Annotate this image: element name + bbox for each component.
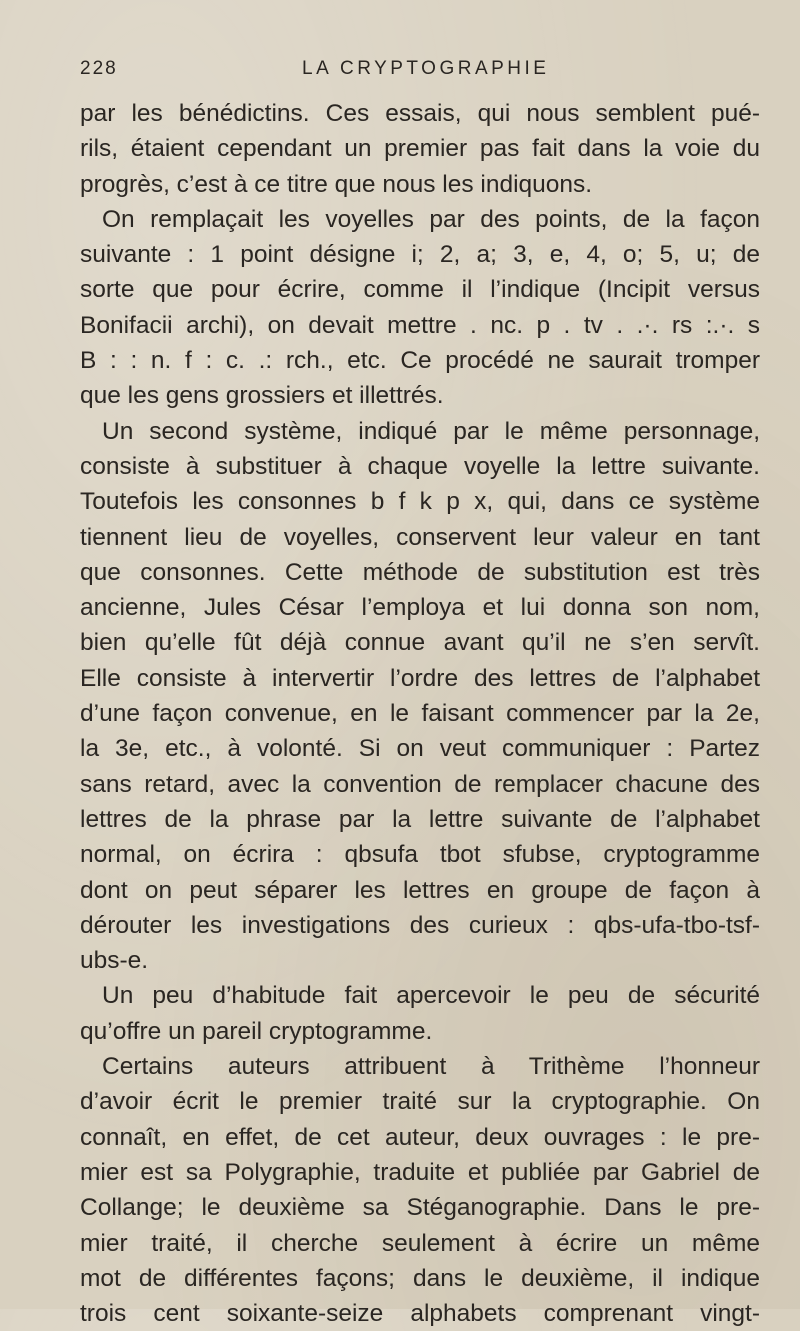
text-line: rils, étaient cependant un premier pas fait dans la voie du	[80, 135, 760, 163]
text-line: Un peu d’habitude fait apercevoir le peu de sécurité	[102, 982, 760, 1010]
text-line: qu’offre un pareil cryptogramme.	[80, 1017, 433, 1045]
text-line: par les bénédictins. Ces essais, qui nous semblent pué-	[80, 100, 760, 127]
text-line: suivante : 1 point désigne i; 2, a; 3, e, 4, o; 5, u; de	[80, 241, 760, 269]
text-line: B : : n. f : c. .: rch., etc. Ce procédé ne saurait tromper	[80, 347, 760, 375]
text-line: sorte que pour écrire, comme il l’indique (Incipit versus	[80, 276, 760, 304]
running-title: LA CRYPTOGRAPHIE	[302, 58, 550, 79]
text-line: trois cent soixante-seize alphabets comprenant vingt-	[80, 1300, 760, 1328]
text-line: Elle consiste à intervertir l’ordre des lettres de l’alphabet	[80, 664, 760, 692]
running-head	[80, 58, 760, 86]
text-line: On remplaçait les voyelles par des points, de la façon	[102, 205, 760, 233]
text-line: dont on peut séparer les lettres en groupe de façon à	[80, 876, 760, 904]
text-line: mier traité, il cherche seulement à écrire un même	[80, 1229, 760, 1257]
text-line: lettres de la phrase par la lettre suivante de l’alphabet	[80, 805, 760, 833]
text-line: que consonnes. Cette méthode de substitution est très	[80, 558, 760, 586]
text-line: sans retard, avec la convention de remplacer chacune des	[80, 770, 760, 798]
text-line: Bonifacii archi), on devait mettre . nc. p . tv . .·. rs :.·. s	[80, 311, 760, 339]
text-line: que les gens grossiers et illettrés.	[80, 382, 444, 410]
text-line: Un second système, indiqué par le même personnage,	[102, 417, 760, 445]
text-line: d’avoir écrit le premier traité sur la cryptographie. On	[80, 1088, 760, 1116]
text-line: Certains auteurs attribuent à Trithème l’honneur	[102, 1053, 760, 1081]
text-line: consiste à substituer à chaque voyelle la lettre suivante.	[80, 452, 760, 480]
page-number: 228	[80, 58, 118, 79]
text-line: mot de différentes façons; dans le deuxième, il indique	[80, 1264, 760, 1292]
body-text	[80, 96, 760, 1331]
text-line: Collange; le deuxième sa Stéganographie. Dans le pre-	[80, 1194, 760, 1222]
text-line: d’une façon convenue, en le faisant commencer par la 2e,	[80, 700, 760, 728]
text-line: la 3e, etc., à volonté. Si on veut communiquer : Partez	[80, 735, 760, 763]
text-line: bien qu’elle fût déjà connue avant qu’il ne s’en servît.	[80, 629, 760, 657]
text-line: progrès, c’est à ce titre que nous les indiquons.	[80, 170, 593, 198]
text-line: Toutefois les consonnes b f k p x, qui, dans ce système	[80, 488, 760, 516]
text-line: ancienne, Jules César l’employa et lui donna son nom,	[80, 594, 760, 622]
text-line: normal, on écrira : qbsufa tbot sfubse, cryptogramme	[80, 841, 760, 869]
text-line: ubs-e.	[80, 947, 149, 975]
text-line: connaît, en effet, de cet auteur, deux ouvrages : le pre-	[80, 1123, 760, 1151]
text-line: dérouter les investigations des curieux : qbs-ufa-tbo-tsf-	[80, 911, 760, 939]
text-line: mier est sa Polygraphie, traduite et publiée par Gabriel de	[80, 1158, 760, 1186]
text-line: tiennent lieu de voyelles, conservent leur valeur en tant	[80, 523, 760, 551]
